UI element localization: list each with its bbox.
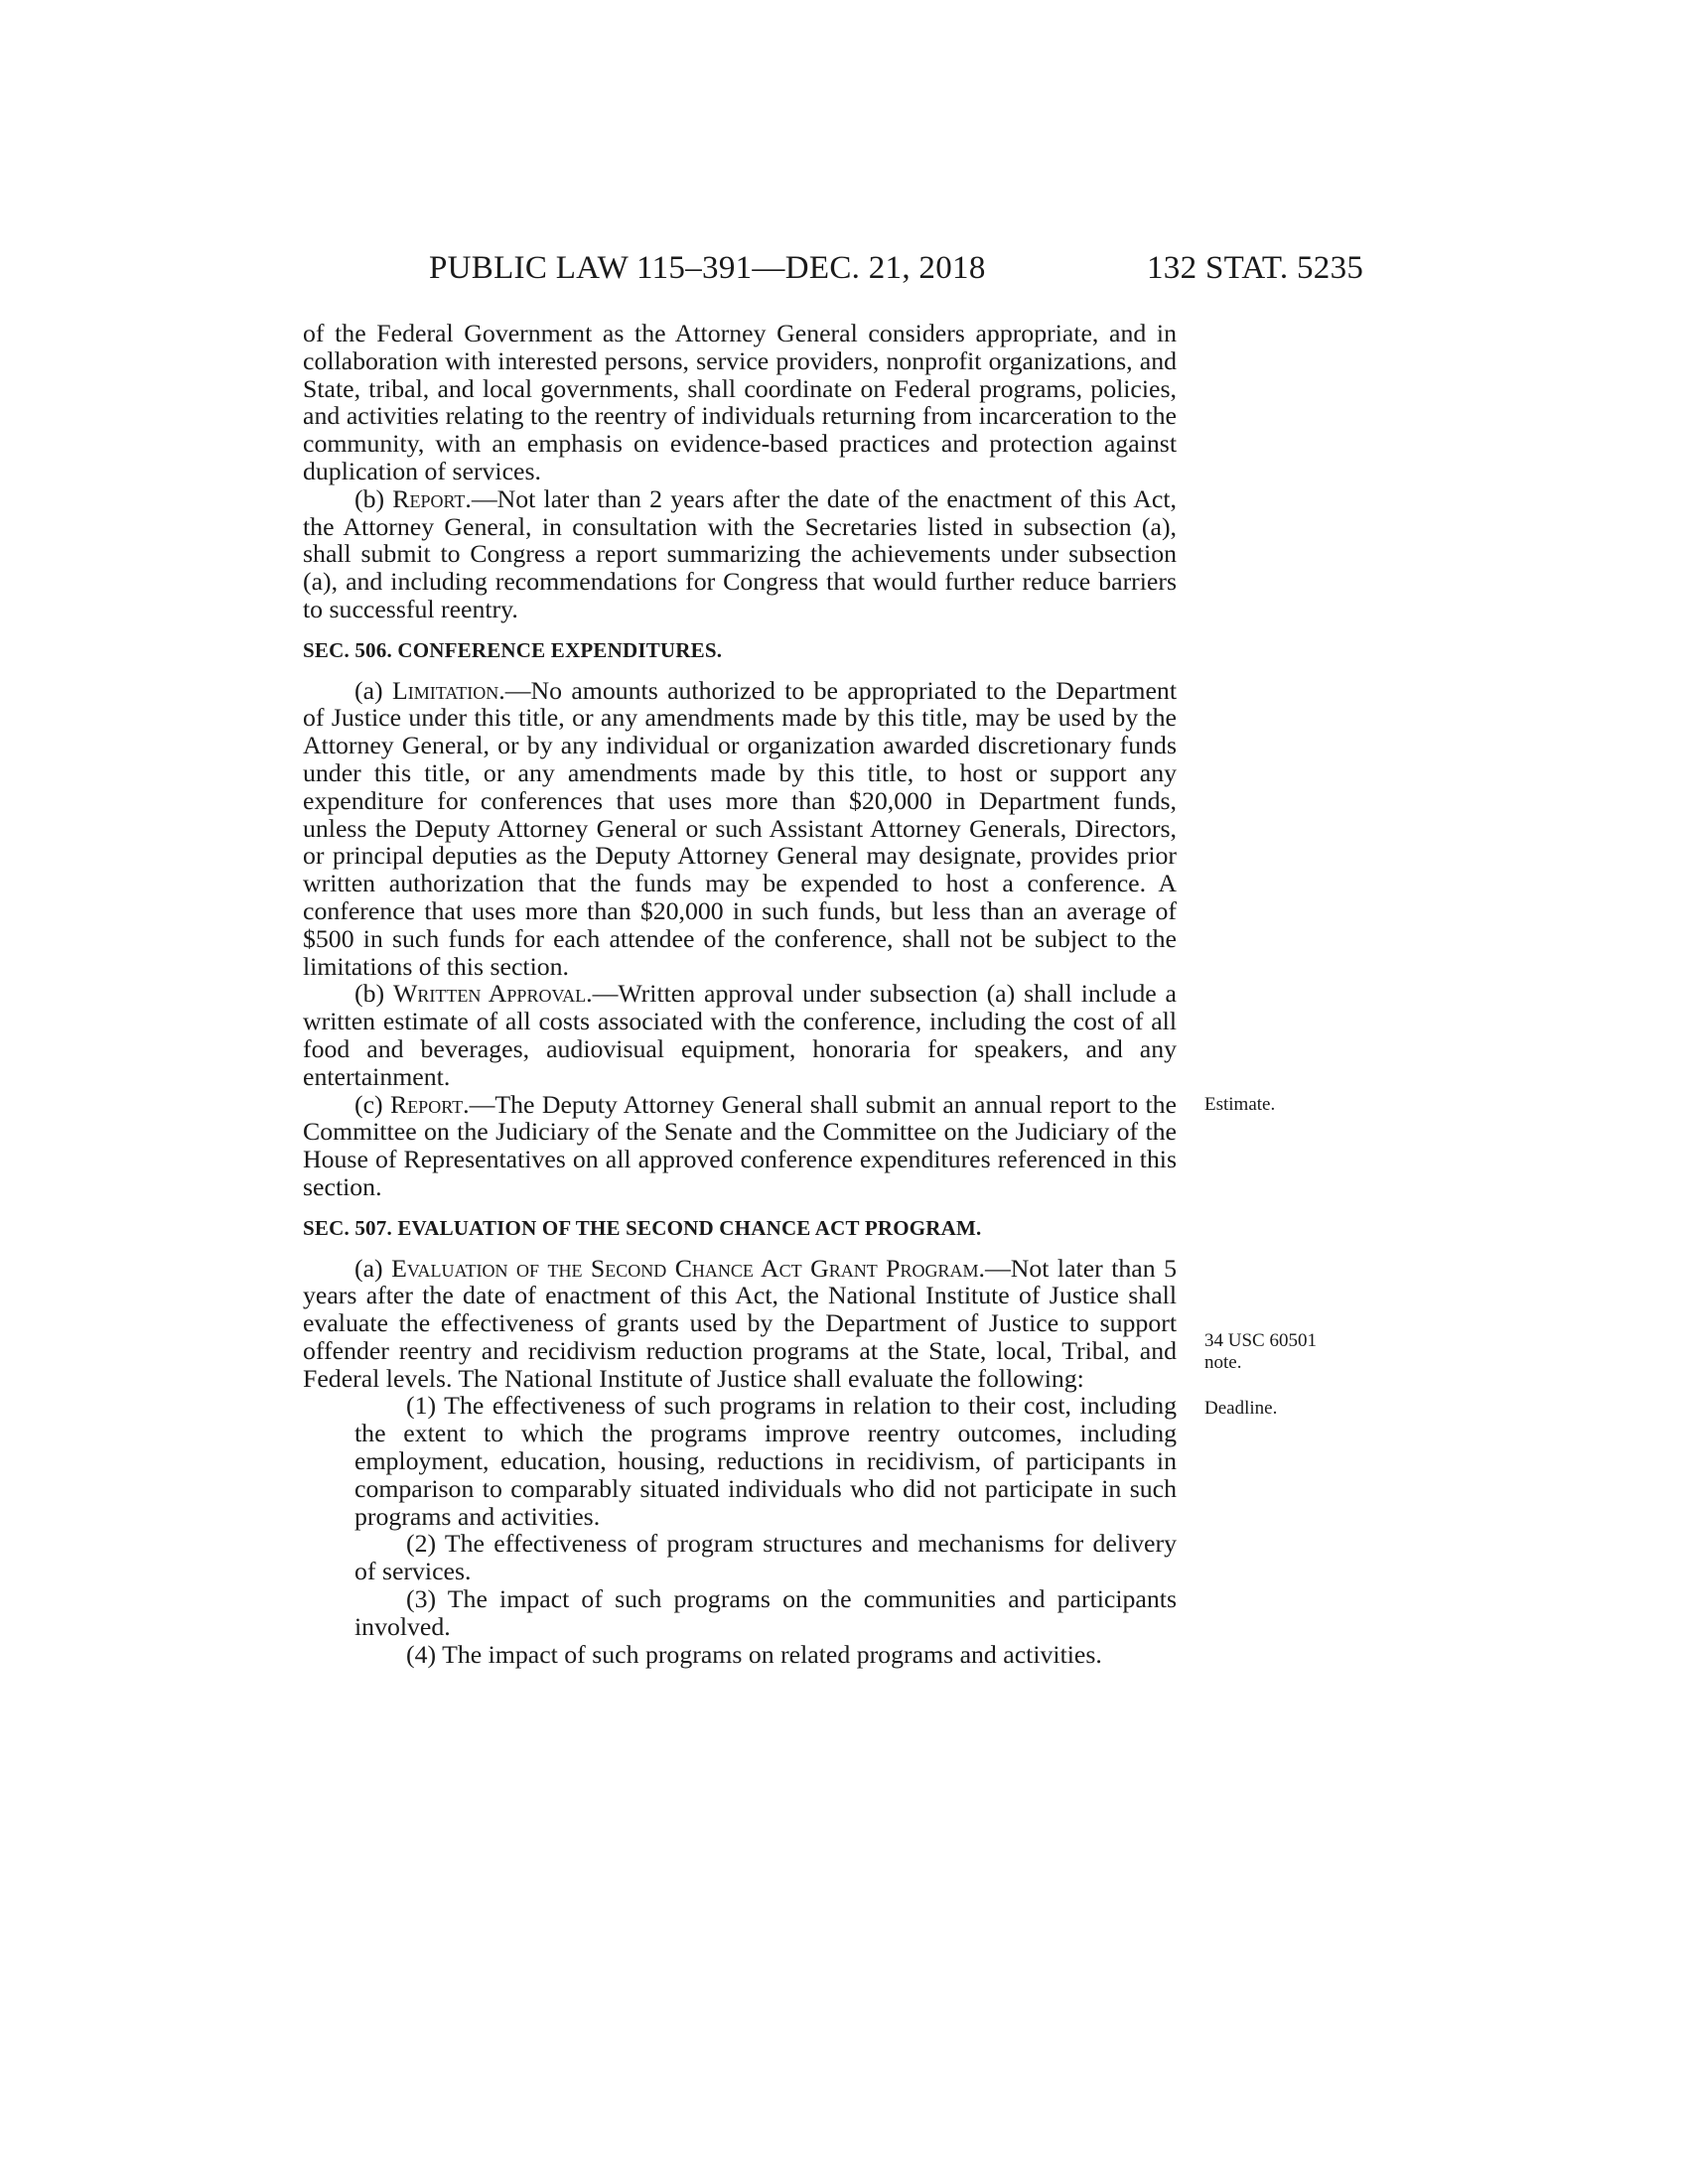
list-item-1: (1) The effectiveness of such programs in relation to their cost, including the extent to which the programs improve reentry outcomes, including employment, education, housing, reductions in recidivism, of participants in comparison to comparably situated individuals who did not participate in such programs and activities. bbox=[354, 1391, 1177, 1531]
paragraph-continued: of the Federal Government as the Attorney General considers appropriate, and in collaboration with interested persons, service providers, nonprofit organizations, and State, tribal, and local governments, shall coordinate on Federal programs, policies, and activities relating to the reentry of individuals returning from incarceration to the community, with an emphasis on evidence-based practices and protection against duplication of services. bbox=[303, 319, 1177, 485]
subsection-heading: Limitation bbox=[391, 675, 499, 705]
subsection-label: (a) bbox=[354, 675, 392, 705]
list-item-4: (4) The impact of such programs on related programs and activities. bbox=[406, 1639, 1102, 1669]
margin-note-usc-line1: 34 USC 60501 bbox=[1204, 1330, 1317, 1351]
margin-note-deadline: Deadline. bbox=[1204, 1398, 1278, 1419]
subsection-505b-report bbox=[303, 485, 1177, 623]
section-506-heading: SEC. 506. CONFERENCE EXPENDITURES. bbox=[303, 637, 723, 662]
margin-note-usc bbox=[1204, 1330, 1317, 1374]
statute-page-number: 132 STAT. 5235 bbox=[1147, 250, 1364, 286]
subsection-heading: Evaluation of the Second Chance Act Grant Program bbox=[391, 1253, 979, 1283]
subsection-heading: Written Approval bbox=[392, 979, 587, 1009]
subsection-text: .—Written approval under subsection (a) shall include a written estimate of all costs associated with the conference, including the cost of all food and beverages, audiovisual equipment, honoraria for speakers, and any entertainment. bbox=[303, 979, 1178, 1091]
subsection-heading: Report bbox=[389, 1089, 464, 1119]
running-header-title: PUBLIC LAW 115–391—DEC. 21, 2018 bbox=[429, 250, 986, 286]
section-507-heading: SEC. 507. EVALUATION OF THE SECOND CHANCE ACT PROGRAM. bbox=[303, 1215, 982, 1240]
list-item-3: (3) The impact of such programs on the communities and participants involved. bbox=[354, 1584, 1177, 1641]
subsection-506a-limitation bbox=[303, 677, 1177, 981]
subsection-506c-report bbox=[303, 1091, 1177, 1201]
subsection-text: .—The Deputy Attorney General shall submit an annual report to the Committee on the Judiciary of the Senate and the Committee on the Judiciary of the House of Representatives on all approved conference expenditures referenced in this section. bbox=[303, 1089, 1177, 1201]
subsection-heading: Report bbox=[392, 483, 466, 513]
subsection-label: (b) bbox=[354, 483, 393, 513]
subsection-507a-evaluation bbox=[303, 1255, 1177, 1393]
margin-note-usc-line2: note. bbox=[1204, 1352, 1242, 1373]
subsection-label: (a) bbox=[354, 1253, 392, 1283]
subsection-text: .—Not later than 5 years after the date of enactment of this Act, the National Institute of Justice shall evaluate the effectiveness of grants used by the Department of Justice to support offender reentry and recidivism reduction programs at the State, local, Tribal, and Federal levels. The National Institute of Justice shall evaluate the following: bbox=[303, 1253, 1178, 1393]
list-item-2: (2) The effectiveness of program structures and mechanisms for delivery of services. bbox=[354, 1529, 1177, 1586]
subsection-label: (c) bbox=[354, 1089, 390, 1119]
subsection-text: .—Not later than 2 years after the date of the enactment of this Act, the Attorney General, in consultation with the Secretaries listed in subsection (a), shall submit to Congress a report summarizing the achievements under subsection (a), and including recommendations for Congress that would further reduce barriers to successful reentry. bbox=[303, 483, 1177, 623]
subsection-506b-written-approval bbox=[303, 980, 1177, 1090]
subsection-label: (b) bbox=[354, 979, 393, 1009]
margin-note-estimate: Estimate. bbox=[1204, 1094, 1276, 1115]
document-body bbox=[303, 320, 1177, 1668]
subsection-text: .—No amounts authorized to be appropriated to the Department of Justice under this title, or any amendments made by this title, may be used by the Attorney General, or by any individual or organization awarded discretionary funds under this title, or any amendments made by this title, to host or support any expenditure for conferences that uses more than $20,000 in Department funds, unless the Deputy Attorney General or such Assistant Attorney Generals, Directors, or principal deputies as the Deputy Attorney General may designate, provides prior written authorization that the funds may be expended to host a conference. A conference that uses more than $20,000 in such funds, but less than an average of $500 in such funds for each attendee of the conference, shall not be subject to the limitations of this section. bbox=[303, 675, 1177, 981]
